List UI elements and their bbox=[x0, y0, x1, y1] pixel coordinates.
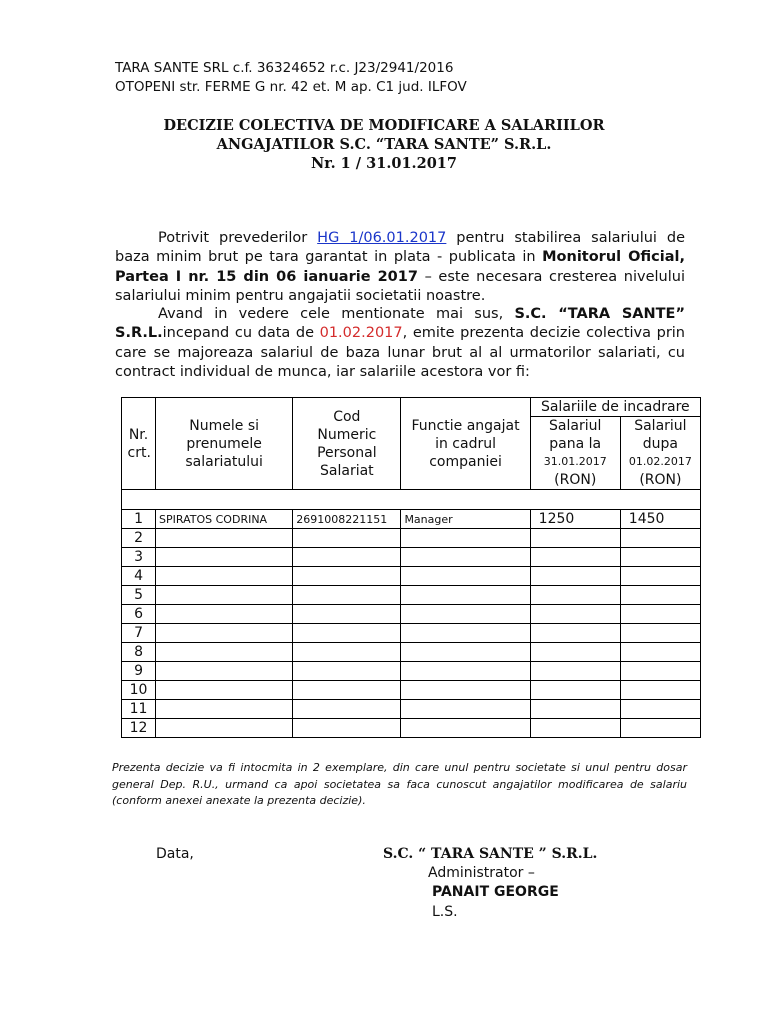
employee-name bbox=[156, 605, 293, 624]
date-label: Data, bbox=[156, 846, 194, 862]
header-nr-crt: Nr. crt. bbox=[122, 398, 156, 490]
salary-after bbox=[620, 624, 700, 643]
salary-before bbox=[530, 529, 620, 548]
employee-function bbox=[401, 643, 530, 662]
employee-function bbox=[401, 700, 530, 719]
table-row bbox=[122, 548, 701, 567]
paragraph-legal-basis: Potrivit prevederilor HG 1/06.01.2017 pentru stabilirea salariului de baza minim brut pe tara garantat in plata - publicata in Monitorul Oficial, Partea I nr. 15 din 06 ianuarie 2017 – este necesara cresterea nivelului salariului minim pentru angajatii societatii noastre. bbox=[115, 230, 685, 304]
signature-name: PANAIT GEORGE bbox=[432, 884, 559, 900]
employee-name bbox=[156, 643, 293, 662]
header-salary-after: Salariul dupa 01.02.2017 (RON) bbox=[620, 417, 700, 490]
row-number: 7 bbox=[122, 624, 156, 643]
salary-after bbox=[620, 586, 700, 605]
salary-before bbox=[530, 624, 620, 643]
table-row bbox=[122, 567, 701, 586]
employee-function bbox=[401, 624, 530, 643]
employee-name bbox=[156, 548, 293, 567]
salary-after: 1450 bbox=[620, 510, 700, 529]
header-salary-group: Salariile de incadrare bbox=[530, 398, 700, 417]
document-subtitle: ANGAJATILOR S.C. “TARA SANTE” S.R.L. bbox=[216, 136, 552, 153]
row-number: 4 bbox=[122, 567, 156, 586]
table-row bbox=[122, 662, 701, 681]
effective-date: 01.02.2017 bbox=[319, 325, 403, 342]
employee-cnp bbox=[293, 624, 401, 643]
employee-cnp bbox=[293, 700, 401, 719]
row-number: 10 bbox=[122, 681, 156, 700]
table-row bbox=[122, 643, 701, 662]
footer-note: Prezenta decizie va fi intocmita in 2 exemplare, din care unul pentru societate si unul pentru dosar general Dep. R.U., urmand ca apoi societatea sa faca cunoscut angajatilor modificarea de salariu (conform anexei anexate la prezenta decizie). bbox=[112, 761, 687, 807]
company-address-line: OTOPENI str. FERME G nr. 42 et. M ap. C1 jud. ILFOV bbox=[115, 79, 467, 95]
row-number: 2 bbox=[122, 529, 156, 548]
salary-after bbox=[620, 605, 700, 624]
row-number: 5 bbox=[122, 586, 156, 605]
header-salary-before: Salariul pana la 31.01.2017 (RON) bbox=[530, 417, 620, 490]
salary-before bbox=[530, 681, 620, 700]
employee-name bbox=[156, 681, 293, 700]
spacer-row bbox=[122, 490, 701, 510]
row-number: 6 bbox=[122, 605, 156, 624]
row-number: 11 bbox=[122, 700, 156, 719]
employee-function bbox=[401, 529, 530, 548]
salary-after bbox=[620, 681, 700, 700]
employee-name bbox=[156, 586, 293, 605]
employee-name bbox=[156, 700, 293, 719]
salary-after bbox=[620, 643, 700, 662]
company-name-bold: S.C. “TARA SANTE” S.R.L. bbox=[115, 306, 685, 342]
employee-cnp bbox=[293, 681, 401, 700]
employee-function bbox=[401, 567, 530, 586]
employee-cnp bbox=[293, 567, 401, 586]
row-number: 8 bbox=[122, 643, 156, 662]
salary-after bbox=[620, 567, 700, 586]
salary-before bbox=[530, 605, 620, 624]
employee-cnp bbox=[293, 586, 401, 605]
decision-number: Nr. 1 / 31.01.2017 bbox=[311, 155, 457, 172]
salary-before bbox=[530, 548, 620, 567]
employee-name bbox=[156, 624, 293, 643]
header-function: Functie angajat in cadrul companiei bbox=[401, 398, 530, 490]
salary-before: 1250 bbox=[530, 510, 620, 529]
header-employee-name: Numele si prenumele salariatului bbox=[156, 398, 293, 490]
employee-function bbox=[401, 548, 530, 567]
employee-function bbox=[401, 662, 530, 681]
employee-cnp bbox=[293, 662, 401, 681]
salary-before bbox=[530, 567, 620, 586]
salary-after bbox=[620, 700, 700, 719]
salary-before bbox=[530, 643, 620, 662]
table-row bbox=[122, 624, 701, 643]
company-info-line: TARA SANTE SRL c.f. 36324652 r.c. J23/2941/2016 bbox=[115, 60, 454, 76]
table-row bbox=[122, 586, 701, 605]
row-number: 3 bbox=[122, 548, 156, 567]
employee-cnp bbox=[293, 719, 401, 738]
hg-link[interactable]: HG 1/06.01.2017 bbox=[317, 230, 447, 246]
employee-cnp bbox=[293, 529, 401, 548]
salary-after bbox=[620, 719, 700, 738]
paragraph-decision: Avand in vedere cele mentionate mai sus, S.C. “TARA SANTE” S.R.L.incepand cu data de 01.02.2017, emite prezenta decizie colectiva prin care se majoreaza salariul de baza lunar brut al al urmatorilor salariati, cu contract individual de munca, iar salariile acestora vor fi: bbox=[115, 306, 686, 380]
employee-name bbox=[156, 662, 293, 681]
salary-after bbox=[620, 662, 700, 681]
employee-function bbox=[401, 605, 530, 624]
employee-function: Manager bbox=[401, 510, 530, 529]
employee-cnp: 2691008221151 bbox=[293, 510, 401, 529]
monitor-reference: Monitorul Oficial, Partea I nr. 15 din 06 ianuarie 2017 bbox=[115, 249, 685, 285]
table-row bbox=[122, 681, 701, 700]
employee-name bbox=[156, 567, 293, 586]
table-row bbox=[122, 719, 701, 738]
salary-table bbox=[121, 397, 701, 738]
signature-role: Administrator – bbox=[428, 865, 535, 881]
salary-before bbox=[530, 662, 620, 681]
row-number: 12 bbox=[122, 719, 156, 738]
table-row bbox=[122, 529, 701, 548]
header-cnp: Cod Numeric Personal Salariat bbox=[293, 398, 401, 490]
salary-after bbox=[620, 529, 700, 548]
document-title: DECIZIE COLECTIVA DE MODIFICARE A SALARIILOR bbox=[163, 117, 605, 134]
employee-function bbox=[401, 681, 530, 700]
employee-function bbox=[401, 719, 530, 738]
employee-name bbox=[156, 719, 293, 738]
table-row bbox=[122, 700, 701, 719]
employee-function bbox=[401, 586, 530, 605]
salary-before bbox=[530, 700, 620, 719]
salary-before bbox=[530, 586, 620, 605]
employee-cnp bbox=[293, 548, 401, 567]
row-number: 1 bbox=[122, 510, 156, 529]
table-row bbox=[122, 510, 701, 529]
employee-cnp bbox=[293, 605, 401, 624]
seal-label: L.S. bbox=[432, 904, 458, 920]
table-row bbox=[122, 605, 701, 624]
salary-before bbox=[530, 719, 620, 738]
salary-after bbox=[620, 548, 700, 567]
signature-company: S.C. “ TARA SANTE ” S.R.L. bbox=[383, 846, 598, 862]
row-number: 9 bbox=[122, 662, 156, 681]
employee-name: SPIRATOS CODRINA bbox=[156, 510, 293, 529]
employee-name bbox=[156, 529, 293, 548]
employee-cnp bbox=[293, 643, 401, 662]
